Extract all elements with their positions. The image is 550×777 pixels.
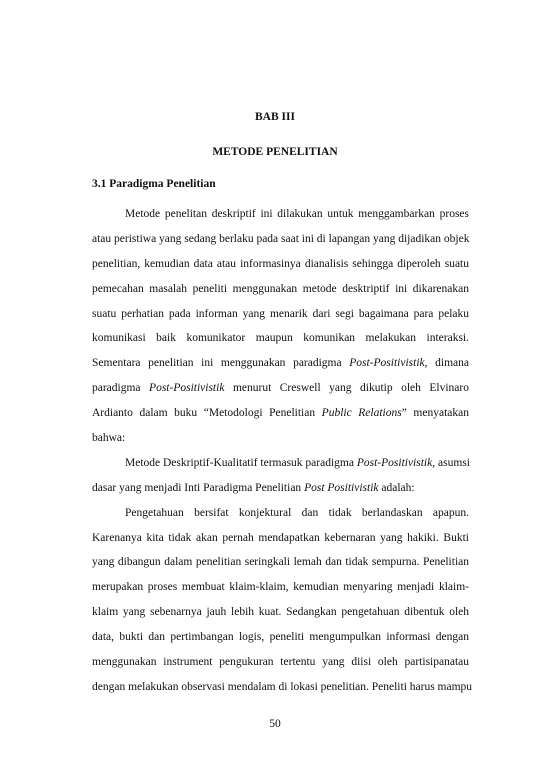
text-run: atau peristiwa yang sedang berlaku pada saat ini di lapangan yang dijadikan objek xyxy=(92,232,470,245)
text-run: , asumsi xyxy=(432,456,470,469)
text-run: ” menyatakan xyxy=(401,407,469,420)
text-run: yang dibangun dalam penelitian seringkali lemah dan tidak sempurna. Penelitian xyxy=(92,556,469,569)
text-run: Pengetahuan bersifat konjektural dan tidak berlandaskan apapun. xyxy=(125,506,469,519)
text-line xyxy=(92,650,469,675)
text-run: bahwa: xyxy=(92,432,126,445)
text-run: klaim yang sebenarnya jauh lebih kuat. Sedangkan pengetahuan dibentuk oleh xyxy=(92,606,469,619)
text-run: suatu perhatian pada informan yang menarik dari segi bagaimana para pelaku xyxy=(92,307,469,320)
text-run: adalah: xyxy=(378,481,415,494)
text-line xyxy=(92,501,469,526)
text-line xyxy=(92,302,469,327)
italic-term: Public Relations xyxy=(321,407,402,420)
section-heading: 3.1 Paradigma Penelitian xyxy=(92,178,216,190)
italic-term: Post-Positivistik xyxy=(356,456,433,469)
text-line xyxy=(92,401,469,426)
text-run: data, bukti dan pertimbangan logis, peneliti mengumpulkan informasi dengan xyxy=(92,631,469,644)
text-run: Metode penelitan deskriptif ini dilakukan untuk menggambarkan proses xyxy=(125,208,469,220)
text-line xyxy=(92,326,469,351)
text-run: komunikasi baik komunikator maupun komunikan melakukan interaksi. xyxy=(92,332,469,345)
text-run: menurut Creswell yang dikutip oleh Elvinaro xyxy=(224,382,469,395)
text-line xyxy=(92,227,469,252)
text-run: paradigma xyxy=(92,382,150,395)
text-run: Karenanya kita tidak akan pernah mendapatkan kebernaran yang hakiki. Bukti xyxy=(92,531,469,544)
italic-term: Post-Positivistik xyxy=(349,357,425,370)
text-run: , dimana xyxy=(424,357,469,370)
italic-term: Post-Positivistik xyxy=(149,382,225,395)
text-line xyxy=(92,376,469,401)
italic-term: Post Positivistik xyxy=(304,481,379,494)
text-line xyxy=(92,675,473,700)
text-run: Sementara penelitian ini menggunakan paradigma xyxy=(92,357,350,370)
text-line xyxy=(92,476,469,501)
page-number: 50 xyxy=(269,718,281,730)
text-run: merupakan proses membuat klaim-klaim, kemudian menyaring menjadi klaim- xyxy=(92,581,469,594)
text-run: dengan melakukan observasi mendalam di lokasi penelitian. Peneliti harus mampu xyxy=(92,680,473,693)
text-run: dasar yang menjadi Inti Paradigma Penelitian xyxy=(92,481,305,494)
chapter-title: METODE PENELITIAN xyxy=(212,146,338,158)
text-line xyxy=(92,600,469,625)
text-run: pemecahan masalah peneliti menggunakan metode desktriptif ini dikarenakan xyxy=(92,282,469,295)
text-line xyxy=(92,202,469,227)
text-line xyxy=(92,277,469,302)
text-line xyxy=(92,351,469,376)
text-line xyxy=(92,625,469,650)
text-line xyxy=(92,252,469,277)
text-line xyxy=(92,550,469,575)
text-line xyxy=(92,426,469,451)
text-line xyxy=(92,575,469,600)
body-text xyxy=(92,202,473,700)
text-run: menggunakan instrument pengukuran tertentu yang diisi oleh partisipanatau xyxy=(92,656,469,669)
text-run: Metode Deskriptif-Kualitatif termasuk paradigma xyxy=(125,456,357,469)
chapter-heading: BAB III xyxy=(255,111,295,123)
text-run: penelitian, kemudian data atau informasinya dianalisis sehingga diperoleh suatu xyxy=(92,257,469,270)
text-line xyxy=(92,451,469,476)
text-line xyxy=(92,526,469,551)
text-run: Ardianto dalam buku “Metodologi Penelitian xyxy=(92,407,322,420)
